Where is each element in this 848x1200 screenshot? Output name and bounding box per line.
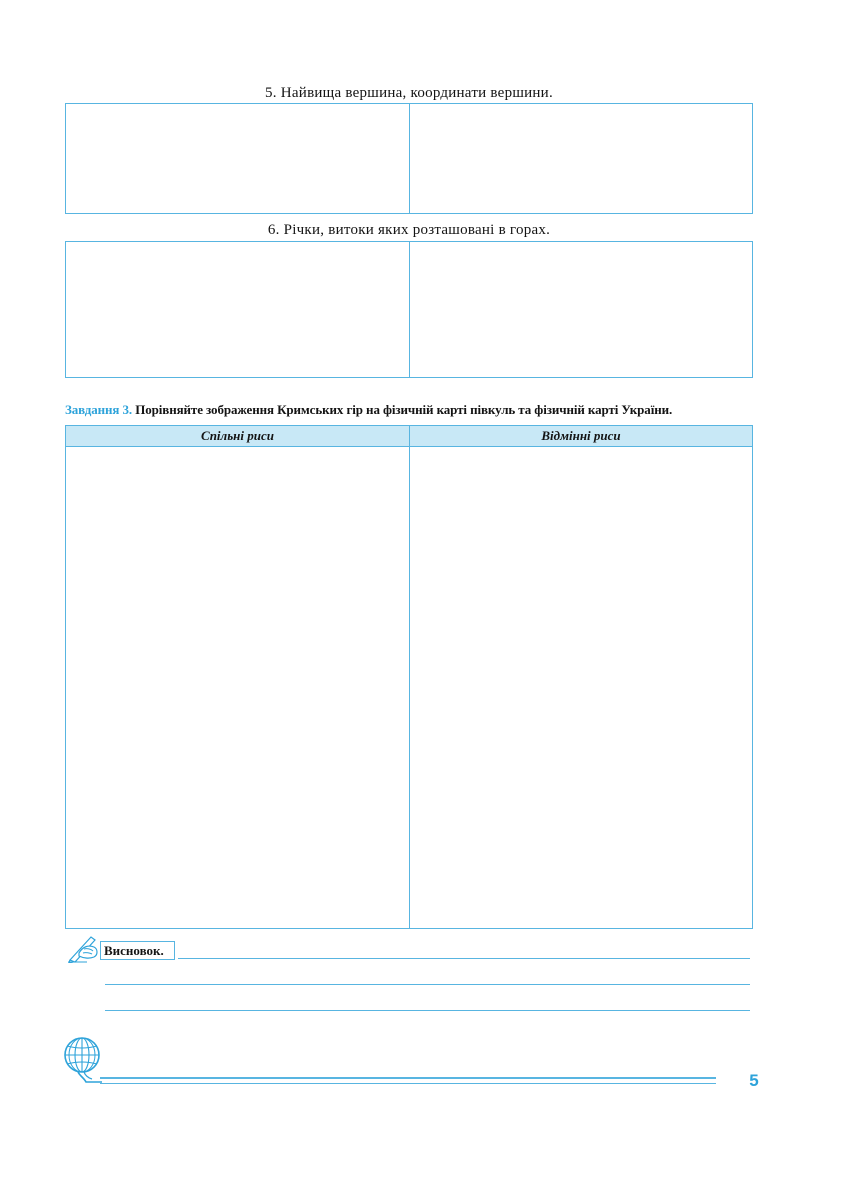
task-3-instruction: [65, 401, 765, 418]
common-features-cell: [66, 447, 409, 928]
page-number: 5: [749, 1071, 759, 1090]
column-header-common-features: Спільні риси: [201, 428, 274, 443]
section-5-answer-cell-left: [66, 104, 409, 213]
section-5-answer-cell-right: [410, 104, 752, 213]
conclusion-label: Висновок.: [100, 941, 175, 960]
section-5-answer-table: [65, 103, 753, 214]
section-6-answer-cell-left: [66, 242, 409, 377]
conclusion-writing-line-2: [105, 984, 750, 985]
section-6-answer-table: [65, 241, 753, 378]
section-6-answer-cell-right: [410, 242, 752, 377]
globe-icon: [58, 1036, 104, 1088]
section-6-title: 6. Річки, витоки яких розташовані в горах.: [267, 222, 551, 238]
different-features-cell: [410, 447, 752, 928]
conclusion-writing-line-1: [178, 958, 750, 959]
conclusion-writing-line-3: [105, 1010, 750, 1011]
section-5-title: 5. Найвища вершина, координати вершини.: [265, 85, 553, 101]
column-header-different-features: Відмінні риси: [541, 428, 621, 443]
task-3-text: Порівняйте зображення Кримських гір на фізичній карті півкуль та фізичній карті України.: [135, 402, 673, 417]
pen-icon: [67, 933, 101, 963]
task-3-label: Завдання 3.: [65, 402, 133, 417]
footer-rule-bottom: [100, 1083, 716, 1084]
footer-rule-top: [100, 1077, 716, 1079]
comparison-table: [65, 425, 753, 929]
